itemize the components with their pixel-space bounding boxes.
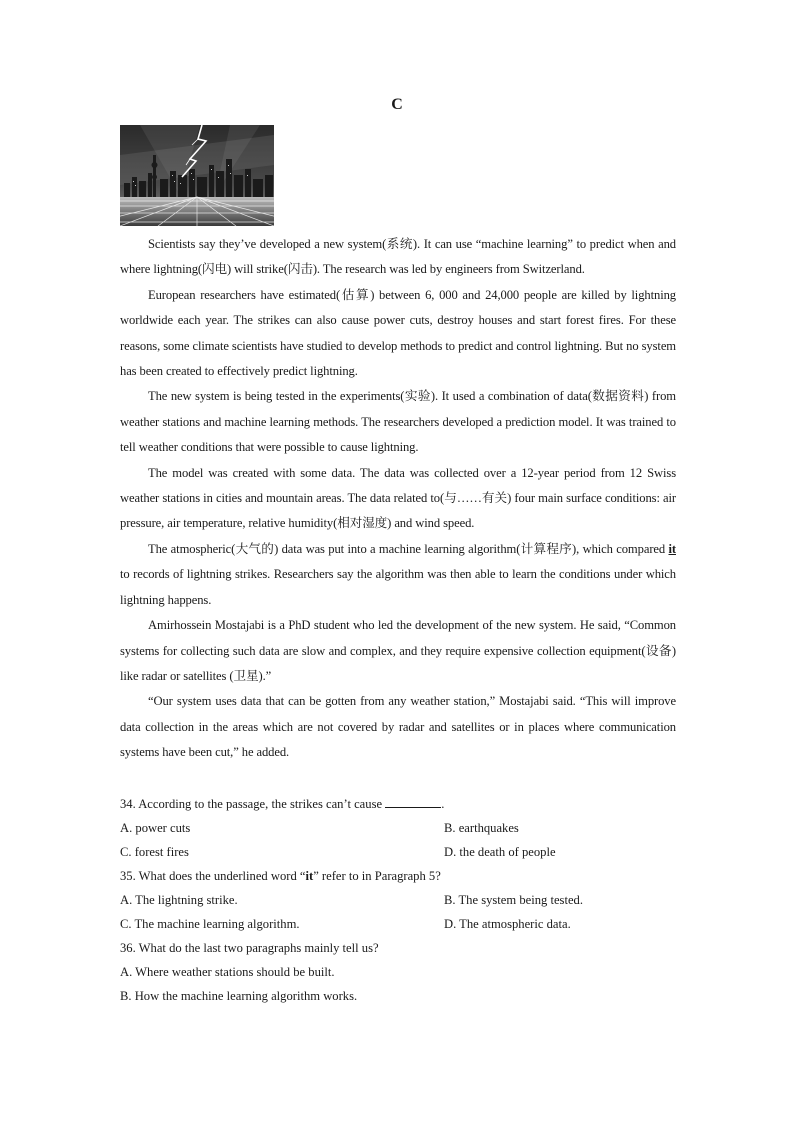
question-34-options-row-2 [120,840,680,864]
question-34 [120,792,680,816]
option-36-b: B. How the machine learning algorithm works. [120,989,358,1003]
underlined-word: it [668,541,676,556]
question-35-stem-start: 35. What does the underlined word “ [120,869,306,883]
paragraph-7: “Our system uses data that can be gotten from any weather station,” Mostajabi said. “This will improve data collection in the areas which are not covered by radar and satellites or in places where communication systems have been cut,” he added. [120,694,676,760]
paragraph-3: The new system is being tested in the experiments(实验). It used a combination of data(数据资料) from weather stations and machine learning methods. The researchers developed a prediction model. It was trained to tell weather conditions that were possible to cause lightning. [120,389,676,455]
question-35-options-row-1 [120,888,680,912]
question-34-stem: 34. According to the passage, the strikes can’t cause [120,797,383,811]
question-34-options-row-1 [120,816,680,840]
question-35-stem-end: ” refer to in Paragraph 5? [313,869,441,883]
option-35-d: D. The atmospheric data. [444,917,571,931]
question-section [120,792,680,1008]
question-34-end: . [441,797,445,811]
option-35-b: B. The system being tested. [444,893,583,907]
paragraph-5-after: to records of lightning strikes. Researchers say the algorithm was then able to learn the conditions under which lightning happens. [120,567,676,607]
city-lightning-photo [120,125,274,226]
question-35 [120,864,680,888]
passage-body [120,232,676,766]
paragraph-4: The model was created with some data. The data was collected over a 12-year period from 12 Swiss weather stations in cities and mountain areas. The data related to(与……有关) four main surface conditions: air pressure, air temperature, relative humidity(相对湿度) and wind speed. [120,465,676,531]
paragraph-5-before: The atmospheric(大气的) data was put into a machine learning algorithm(计算程序), which compared [148,541,669,556]
paragraph-5 [120,537,676,613]
option-34-a: A. power cuts [120,821,191,835]
option-34-c: C. forest fires [120,845,189,859]
option-34-b: B. earthquakes [444,821,519,835]
question-35-options-row-2 [120,912,680,936]
paragraph-2: European researchers have estimated(估算) between 6, 000 and 24,000 people are killed by lightning worldwide each year. The strikes can also cause power cuts, destroy houses and start forest fires. For these reasons, some climate scientists have studied to develop methods to predict and control lightning. But no system has been created to effectively predict lightning. [120,287,676,379]
option-36-a: A. Where weather stations should be built. [120,965,335,979]
option-34-d: D. the death of people [444,845,556,859]
question-35-keyword: it [305,869,314,883]
passage-heading: C [391,96,403,113]
option-35-a: A. The lightning strike. [120,893,238,907]
question-36: 36. What do the last two paragraphs mainly tell us? [120,941,379,955]
paragraph-1: Scientists say they’ve developed a new system(系统). It can use “machine learning” to predict when and where lightning(闪电) will strike(闪击). The research was led by engineers from Switzerland. [120,237,676,277]
answer-blank [385,795,441,808]
paragraph-6: Amirhossein Mostajabi is a PhD student who led the development of the new system. He said, “Common systems for collecting such data are slow and complex, and they require expensive collection equipment(设备) like radar or satellites (卫星).” [120,618,676,683]
option-35-c: C. The machine learning algorithm. [120,917,300,931]
